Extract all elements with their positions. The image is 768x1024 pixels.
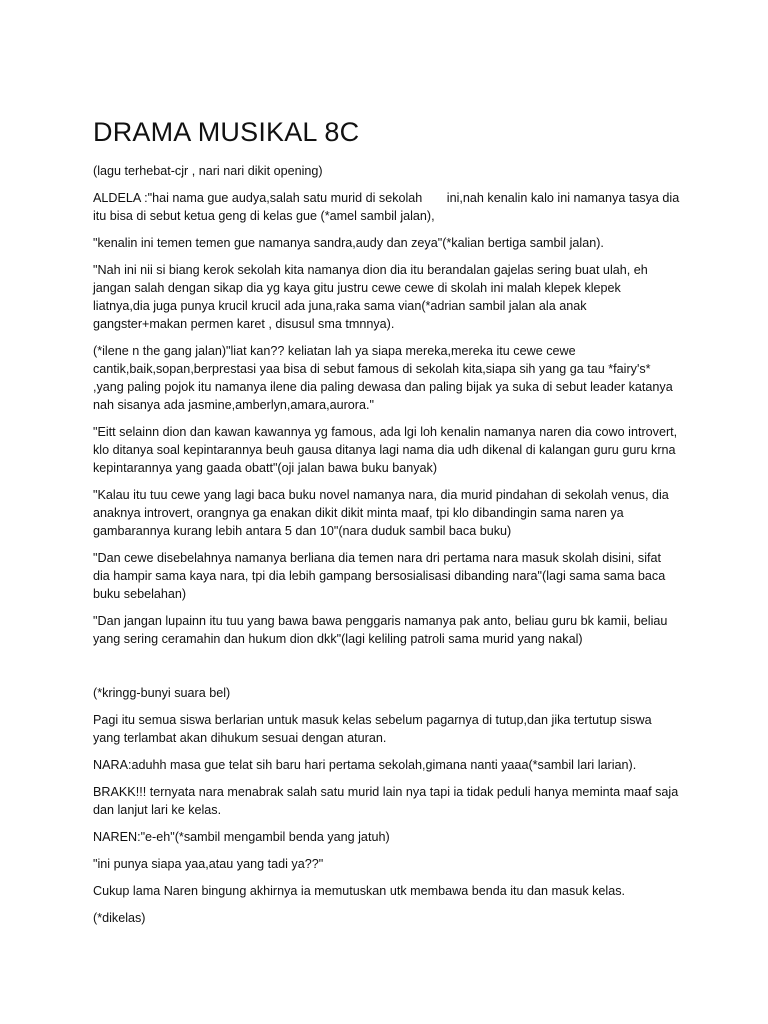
paragraph-morning-rush: Pagi itu semua siswa berlarian untuk masuk kelas sebelum pagarnya di tutup,dan jika tertutup siswa yang terlambat akan dihukum sesuai dengan aturan. — [93, 713, 656, 745]
paragraph-naren-decides: Cukup lama Naren bingung akhirnya ia memutuskan utk membawa benda itu dan masuk kelas. — [93, 884, 626, 898]
section-break — [93, 657, 681, 684]
document-title: DRAMA MUSIKAL 8C — [93, 117, 360, 147]
paragraph-in-class: (*dikelas) — [93, 911, 146, 925]
paragraph-nara-late: NARA:aduhh masa gue telat sih baru hari pertama sekolah,gimana nanti yaaa(*sambil lari larian). — [93, 758, 637, 772]
paragraph-dion-intro: "Nah ini nii si biang kerok sekolah kita namanya dion dia itu berandalan gajelas sering buat ulah, eh jangan salah dengan sikap dia yg kaya gitu justru cewe cewe di skolah ini malah klepek klepek liatnya,dia juga punya krucil krucil ada juna,raka sama vian(*adrian sambil jalan ala anak gangster+makan permen karet , disusul sma tmnnya). — [93, 263, 652, 331]
paragraph-nara-intro: "Kalau itu tuu cewe yang lagi baca buku novel namanya nara, dia murid pindahan di sekolah venus, dia anaknya introvert, orangnya ga enakan dikit dikit minta maaf, tpi klo dibandingin sama naren ya gambarannya kurang lebih antara 5 dan 10"(nara duduk sambil baca buku) — [93, 488, 673, 538]
paragraph-berliana-intro: "Dan cewe disebelahnya namanya berliana dia temen nara dri pertama nara masuk skolah disini, sifat dia hampir sama kaya nara, tpi dia lebih gampang bersosialisasi dibanding nara"(lagi sama sama baca buku sebelahan) — [93, 551, 669, 601]
paragraph-aldela-intro: ALDELA :"hai nama gue audya,salah satu murid di sekolah ini,nah kenalin kalo ini namanya tasya dia itu bisa di sebut ketua geng di kelas gue (*amel sambil jalan), — [93, 191, 683, 223]
paragraph-brakk: BRAKK!!! ternyata nara menabrak salah satu murid lain nya tapi ia tidak peduli hanya meminta maaf saja dan lanjut lari ke kelas. — [93, 785, 682, 817]
paragraph-naren-question: "ini punya siapa yaa,atau yang tadi ya??" — [93, 857, 324, 871]
paragraph-naren-line: NAREN:"e-eh"(*sambil mengambil benda yang jatuh) — [93, 830, 390, 844]
paragraph-bell: (*kringg-bunyi suara bel) — [93, 686, 231, 700]
paragraph-friends-intro: "kenalin ini temen temen gue namanya sandra,audy dan zeya"(*kalian bertiga sambil jalan). — [93, 236, 604, 250]
paragraph-pak-anto-intro: "Dan jangan lupainn itu tuu yang bawa bawa penggaris namanya pak anto, beliau guru bk kamii, beliau yang sering ceramahin dan hukum dion dkk"(lagi keliling patroli sama murid yang nakal) — [93, 614, 671, 646]
document-page — [93, 116, 681, 936]
paragraph-naren-intro: "Eitt selainn dion dan kawan kawannya yg famous, ada lgi loh kenalin namanya naren dia cowo introvert, klo ditanya soal kepintarannya beuh gausa ditanya lagi nama dia udh dikenal di kalangan guru guru krna kepintarannya yang gaada obatt"(oji jalan bawa buku banyak) — [93, 425, 681, 475]
paragraph-fairys-intro: (*ilene n the gang jalan)"liat kan?? keliatan lah ya siapa mereka,mereka itu cewe cewe cantik,baik,sopan,berprestasi yaa bisa di sebut famous di sekolah kita,siapa sih yang ga tau *fairy's* ,yang paling pojok itu namanya ilene dia paling dewasa dan paling bijak ya suka di sebut leader katanya nah sisanya ada jasmine,amberlyn,amara,aurora." — [93, 344, 677, 412]
paragraph-opening: (lagu terhebat-cjr , nari nari dikit opening) — [93, 164, 323, 178]
